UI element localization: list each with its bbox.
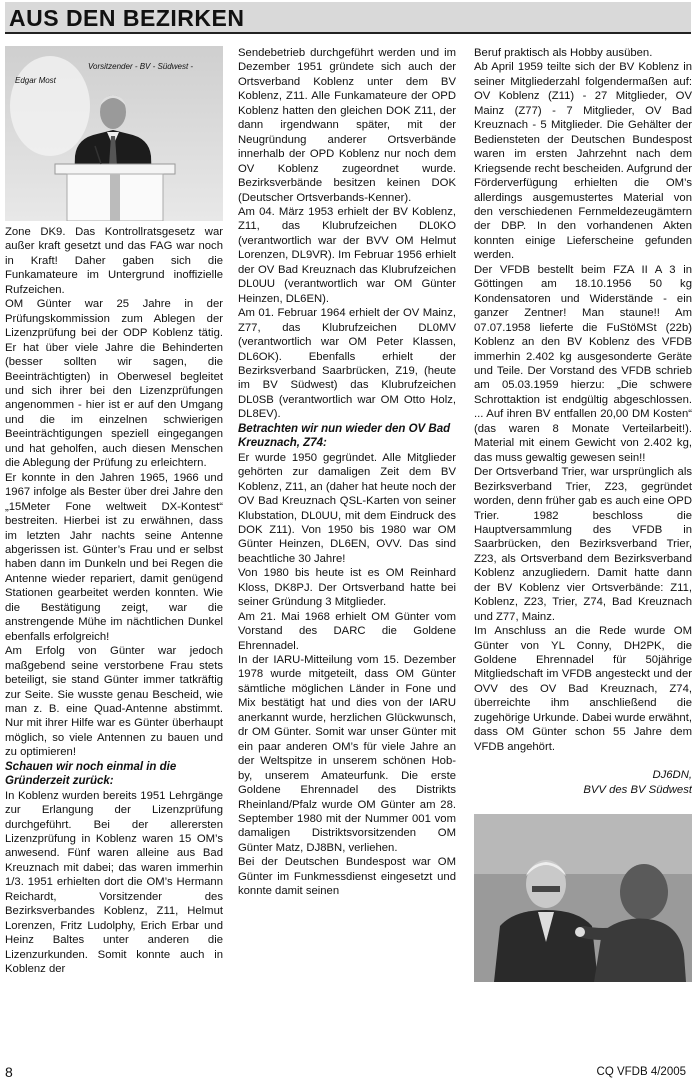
subheading: Schauen wir noch einmal in die Gründerzeit zurück: (5, 760, 177, 788)
column-2 (238, 46, 456, 1046)
paragraph: In der IARU-Mitteilung vom 15. Dezember 1978 wurde mitgeteilt, dass OM Günter sämtliche möglichen Länder in Fone und Mix bestätigt hat und dies von der IARU anerkannt wurde, herzlichen Glückwunsch, dr OM Günter. Somit war unser Günter mit ein paar anderen OM’s für viele Jahre an der Weltspitze in unserem schönen Hob-by, unserem Amateurfunk. Die erste Goldene Ehrennadel des Distrikts Rheinland/Pfalz wurde OM Günter am 28. September 1980 mit der Nummer 001 vom damaligen Distriktsvorsitzenden OM Günter Matz, DJ8BN, verliehen. (238, 654, 456, 854)
page-number: 8 (5, 1064, 13, 1080)
paragraph: Beruf praktisch als Hobby ausüben. (474, 47, 653, 59)
speaker-photo (5, 46, 223, 221)
paragraph: Am 01. Februar 1964 erhielt der OV Mainz, Z77, das Klubrufzeichen DL0MV (verantwortlich war OM Peter Klassen, DL6OK). Ebenfalls erhielt der Bezirksverband Saarbrücken, Z19, (heute im BV Südwest) das Klubrufzeichen DL0SB (verantwortlich war OM Otto Holz, DL8EV). (238, 307, 456, 421)
paragraph: Ab April 1959 teilte sich der BV Koblenz in seiner Mitgliederzahl folgendermaßen auf: OV Koblenz (Z11) - 27 Mitglieder, OV Mainz (Z77) - 7 Mitglieder, OV Bad Kreuznach - 5 Mitglieder. Die Gehälter der Bediensteten der Deutschen Bundespost waren im ersten Jahrzehnt nach dem Kriegsende recht bescheiden. Aufgrund der Förderverfügung erhielten die OM’s allerdings ausgemustertes Material von den verschiedenen Fernmeldezeugämtern der DBP. In den vorhandenen Akten konnten einige Lieferscheine gefunden werden. (474, 61, 692, 262)
paragraph: OM Günter war 25 Jahre in der Prüfungskommission zum Ablegen der Lizenzprüfung bei der ODP Koblenz tätig. Er hat über viele Jahre die Behinderten (besser sollten wir sagen, die Beeinträchtigten) in Oberwesel begleitet und sich ihrer bei den Lizenzprüfungen angenommen - hier ist er auf den Umgang und die im einzelnen schwierigen Beeinträchtigungen speziell eingegangen und hat geholfen, auch diesen Menschen die Ablegung der Prüfung zu erleichtern. (5, 298, 223, 470)
column-3 (474, 46, 692, 1046)
column-1 (5, 46, 223, 1046)
paragraph: Er konnte in den Jahren 1965, 1966 und 1967 infolge als Bester über drei Jahre den „15Meter Fone weltweit DX-Kontest“ bestreiten. Hierbei ist zu erwähnen, dass im letzten Jahr nachts seine Antenne abgerissen ist. Günter’s Frau und er selbst haben dann im Dunkeln und bei Regen die Antenne wieder repariert, damit genügend Stationen gearbeitet werden konnten. Wie die Bestätigung zeigt, war die anstrengende Mühe im nächtlichen Dunkel ebenfalls erfolgreich! (5, 471, 223, 643)
subheading: Betrachten wir nun wieder den OV Bad Kreuznach, Z74: (238, 422, 451, 450)
section-header (5, 2, 691, 34)
photo-caption-name: Edgar Most (15, 76, 56, 85)
paragraph: In Koblenz wurden bereits 1951 Lehrgänge zur Erlangung der Lizenzprüfung durchgeführt. Bei der allerersten Lizenzprüfung in Koblenz waren 15 OM’s anwesend. Fünf waren alleine aus Bad Kreuznach mit dabei; das waren immerhin 1/3. 1951 erhielten dort die OM’s Hermann Reichardt, Vorsitzender des Bezirksverbandes Koblenz, Z11, Helmut Lorenzen, Fritz Ludolphy, Erich Erbar und Heinz Baltes unter anderen die Lizenzurkunden. Somit konnte auch in Koblenz der (5, 789, 223, 976)
author-callsign: DJ6DN, (652, 769, 692, 782)
author-role: BVV des BV Südwest (583, 784, 692, 797)
award-photo (474, 814, 692, 982)
paragraph: Am Erfolg von Günter war jedoch maßgebend seine verstorbene Frau stets beteiligt, sie stand Günter immer tatkräftig zur Seite. Sie wusste genau Bescheid, wie man z. B. eine Quad-Antenne abstimmt. Nur mit ihrer Hilfe war es Günter überhaupt möglich, so viele Antennen zu bauen und zu optimieren! (5, 645, 223, 759)
author-signature (474, 768, 692, 798)
magazine-issue: CQ VFDB 4/2005 (596, 1066, 686, 1078)
photo-caption-role: Vorsitzender - BV - Südwest - (88, 62, 194, 71)
section-title: AUS DEN BEZIRKEN (9, 5, 245, 31)
paragraph: Am 04. März 1953 erhielt der BV Koblenz, Z11, das Klubrufzeichen DL0KO (verantwortlich war der BVV OM Helmut Lorenzen, DL9VR). Im Februar 1956 erhielt der OV Bad Kreuznach das Klubrufzeichen DL0UU (verantwortlich war OM Günter Heinzen, DL6EN). (238, 205, 456, 305)
paragraph: Zone DK9. Das Kontrollratsgesetz war außer kraft gesetzt und das FAG war noch in Kraft! Daher gaben sich die Funkamateure im Untergrund inoffizielle Rufzeichen. (5, 226, 223, 296)
paragraph: Am 21. Mai 1968 erhielt OM Günter vom Vorstand des DARC die Goldene Ehrennadel. (238, 610, 456, 652)
paragraph: Er wurde 1950 gegründet. Alle Mitglieder gehörten zur damaligen Zeit dem BV Koblenz, Z11, an (daher hat heute noch der OV Bad Kreuznach QSL-Karten von seiner Klubstation, DL0UU, mit dem Eindruck des DOK Z11). Von 1950 bis 1980 war OM Günter Heinzen, DL6EN, OVV. Das sind beachtliche 30 Jahre! (238, 451, 456, 565)
paragraph: Bei der Deutschen Bundespost war OM Günter im Funkmessdienst eingesetzt und konnte damit seinen (238, 856, 456, 898)
paragraph: Sendebetrieb durchgeführt werden und im Dezember 1951 gründete sich auch der Ortsverband Koblenz unter dem BV Koblenz, Z11. Alle Funkamateure der OPD Koblenz hatten den gleichen DOK Z11, der dann irgendwann später, mit der Neugründung anderer Ortsverbände innerhalb der OPD Koblenz nur noch dem OV Koblenz zugeordnet wurde. Bezirksverbände besitzen keinen DOK (Deutscher Ortsverbands-Kenner). (238, 47, 456, 204)
paragraph: Im Anschluss an die Rede wurde OM Günter von YL Conny, DH2PK, die Goldene Ehrennadel für 50jährige Mitgliedschaft im VFDB angesteckt und der OVV des OV Bad Kreuznach, Z74, überreichte ihm anschließend die zugehörige Urkunde. Dabei wurde erwähnt, dass OM Günter schon 55 Jahre dem VFDB angehört. (474, 625, 692, 753)
paragraph: Der Ortsverband Trier, war ursprünglich als Bezirksverband Trier, Z23, gegründet worden, denn früher gab es auch eine OPD Trier. 1982 beschloss die Hauptversammlung des VFDB in Saarbrücken, den Bezirksverband Trier, Z23, als Ortsverband dem Bezirksverband Koblenz anzugliedern. Damit hatte dann der BV Koblenz vier Ortsverbände: Z11, Koblenz, Z23, Trier, Z74, Bad Kreuznach und Z77, Mainz. (474, 466, 692, 623)
paragraph: Von 1980 bis heute ist es OM Reinhard Kloss, DK8PJ. Der Ortsverband hatte bei seiner Gründung 3 Mitglieder. (238, 567, 456, 609)
paragraph: Der VFDB bestellt beim FZA II A 3 in Göttingen am 18.10.1956 50 kg Kondensatoren und Widerstände - ein ganzer Zentner! Man staune!! Am 07.07.1958 lieferte die FuStöMSt (22b) Koblenz an den BV Koblenz des VFDB immerhin 2.402 kg ausgesonderte Geräte und Teile. Der Vorstand des VFDB schrieb am 05.03.1959 hierzu: „Die schwere Schrottaktion ist endgültig abgeschlossen. ... Auf ihren BV entfallen 20,00 DM Kosten“ (das waren 8 Monate Verteilarbeit!). Material mit einem Gewicht von 2.402 kg, das muss gewaltig gewesen sein!! (474, 263, 692, 464)
